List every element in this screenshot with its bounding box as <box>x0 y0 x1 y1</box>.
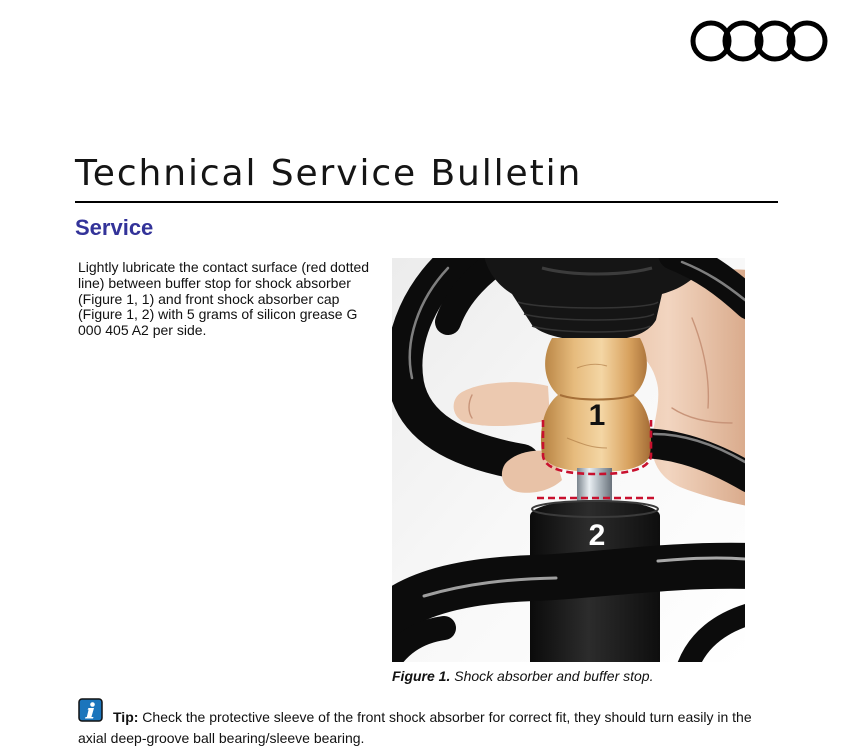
info-icon <box>78 698 103 722</box>
tip-note <box>78 698 768 749</box>
figure-caption-label: Figure 1. <box>392 668 451 684</box>
tip-text: Check the protective sleeve of the front shock absorber for correct fit, they should turn easily in the axial deep-groove ball bearing/sleeve bearing. <box>78 709 752 746</box>
service-instructions: Lightly lubricate the contact surface (red dotted line) between buffer stop for shock absorber (Figure 1, 1) and front shock absorber cap (Figure 1, 2) with 5 grams of silicon grease G 000 405 A2 per side. <box>78 259 370 339</box>
tip-label: Tip: <box>113 709 139 725</box>
audi-rings-logo-icon <box>688 17 832 65</box>
title-divider <box>75 201 778 203</box>
callout-1: 1 <box>588 399 606 432</box>
info-icon-dot <box>90 702 95 707</box>
section-heading: Service <box>75 215 154 240</box>
figure-caption <box>392 669 653 685</box>
figure-caption-text: Shock absorber and buffer stop. <box>454 668 654 684</box>
page-title: Technical Service Bulletin <box>75 153 583 194</box>
figure-photo <box>392 258 745 662</box>
callout-2: 2 <box>588 519 606 552</box>
